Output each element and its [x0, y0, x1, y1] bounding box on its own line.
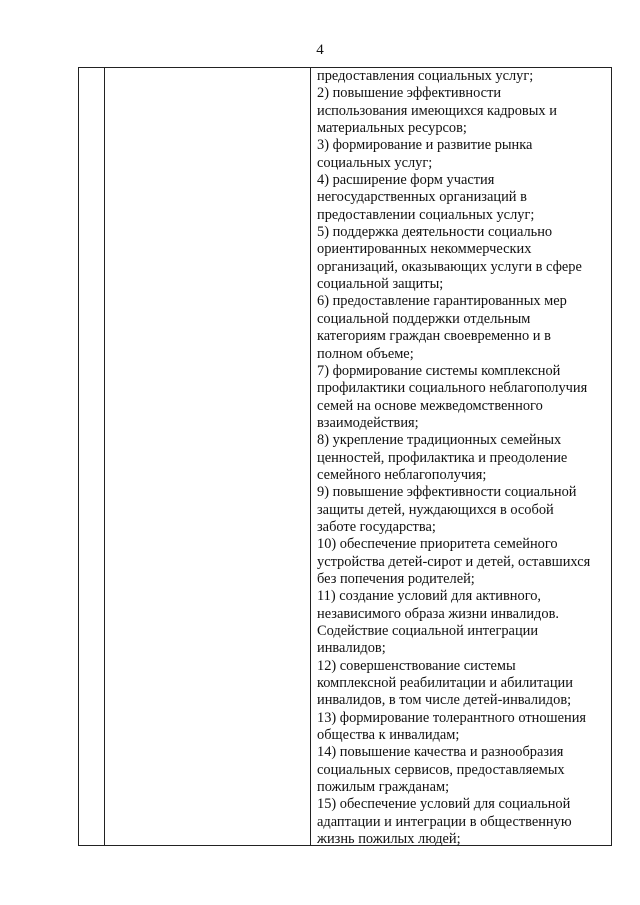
text-line: пожилым гражданам; [317, 779, 450, 796]
goals-text-cell [317, 68, 609, 848]
page-number: 4 [316, 42, 324, 58]
text-line: взаимодействия; [317, 414, 419, 431]
text-line: социальных сервисов, предоставляемых [317, 761, 565, 778]
text-line: ориентированных некоммерческих [317, 241, 532, 258]
text-line: ценностей, профилактика и преодоление [317, 449, 568, 466]
column-divider-1 [104, 68, 105, 845]
text-line: семейного неблагополучия; [317, 466, 487, 483]
column-divider-2 [310, 68, 311, 845]
text-line: жизнь пожилых людей; [317, 831, 461, 848]
text-line: устройства детей-сирот и детей, оставшихся [317, 553, 591, 570]
text-line: семей на основе межведомственного [317, 397, 543, 414]
text-line: инвалидов; [317, 640, 386, 657]
text-line: 4) расширение форм участия [317, 172, 495, 189]
text-line: 7) формирование системы комплексной [317, 362, 561, 379]
text-line: 12) совершенствование системы [317, 657, 516, 674]
text-line: комплексной реабилитации и абилитации [317, 675, 573, 692]
text-line: 13) формирование толерантного отношения [317, 709, 587, 726]
text-line: полном объеме; [317, 345, 414, 362]
text-line: заботе государства; [317, 518, 436, 535]
text-line: предоставления социальных услуг; [317, 68, 534, 84]
text-line: профилактики социального неблагополучия [317, 380, 588, 397]
text-line: 10) обеспечение приоритета семейного [317, 536, 558, 553]
text-line: 15) обеспечение условий для социальной [317, 796, 571, 813]
text-line: адаптации и интеграции в общественную [317, 813, 572, 830]
text-line: 14) повышение качества и разнообразия [317, 744, 564, 761]
text-line: независимого образа жизни инвалидов. [317, 605, 559, 622]
text-line: 8) укрепление традиционных семейных [317, 432, 562, 449]
text-line: организаций, оказывающих услуги в сфере [317, 258, 582, 275]
text-line: Содействие социальной интеграции [317, 623, 539, 639]
text-line: социальных услуг; [317, 154, 433, 171]
text-line: предоставлении социальных услуг; [317, 206, 535, 223]
text-line: материальных ресурсов; [317, 120, 467, 137]
text-line: 6) предоставление гарантированных мер [317, 293, 567, 310]
text-line: 3) формирование и развитие рынка [317, 137, 533, 154]
text-line: защиты детей, нуждающихся в особой [317, 501, 554, 518]
text-line: без попечения родителей; [317, 570, 475, 587]
text-line: негосударственных организаций в [317, 189, 527, 206]
text-line: общества к инвалидам; [317, 727, 460, 744]
text-line: использования имеющихся кадровых и [317, 102, 557, 119]
text-line: 5) поддержка деятельности социально [317, 224, 553, 241]
text-line: социальной защиты; [317, 276, 444, 293]
text-line: 11) создание условий для активного, [317, 588, 542, 605]
text-line: социальной поддержки отдельным [317, 310, 531, 327]
text-line: 9) повышение эффективности социальной [317, 484, 577, 501]
document-table [78, 67, 612, 846]
text-line: 2) повышение эффективности [317, 85, 502, 102]
text-line: инвалидов, в том числе детей-инвалидов; [317, 692, 572, 709]
text-line: категориям граждан своевременно и в [317, 328, 551, 345]
